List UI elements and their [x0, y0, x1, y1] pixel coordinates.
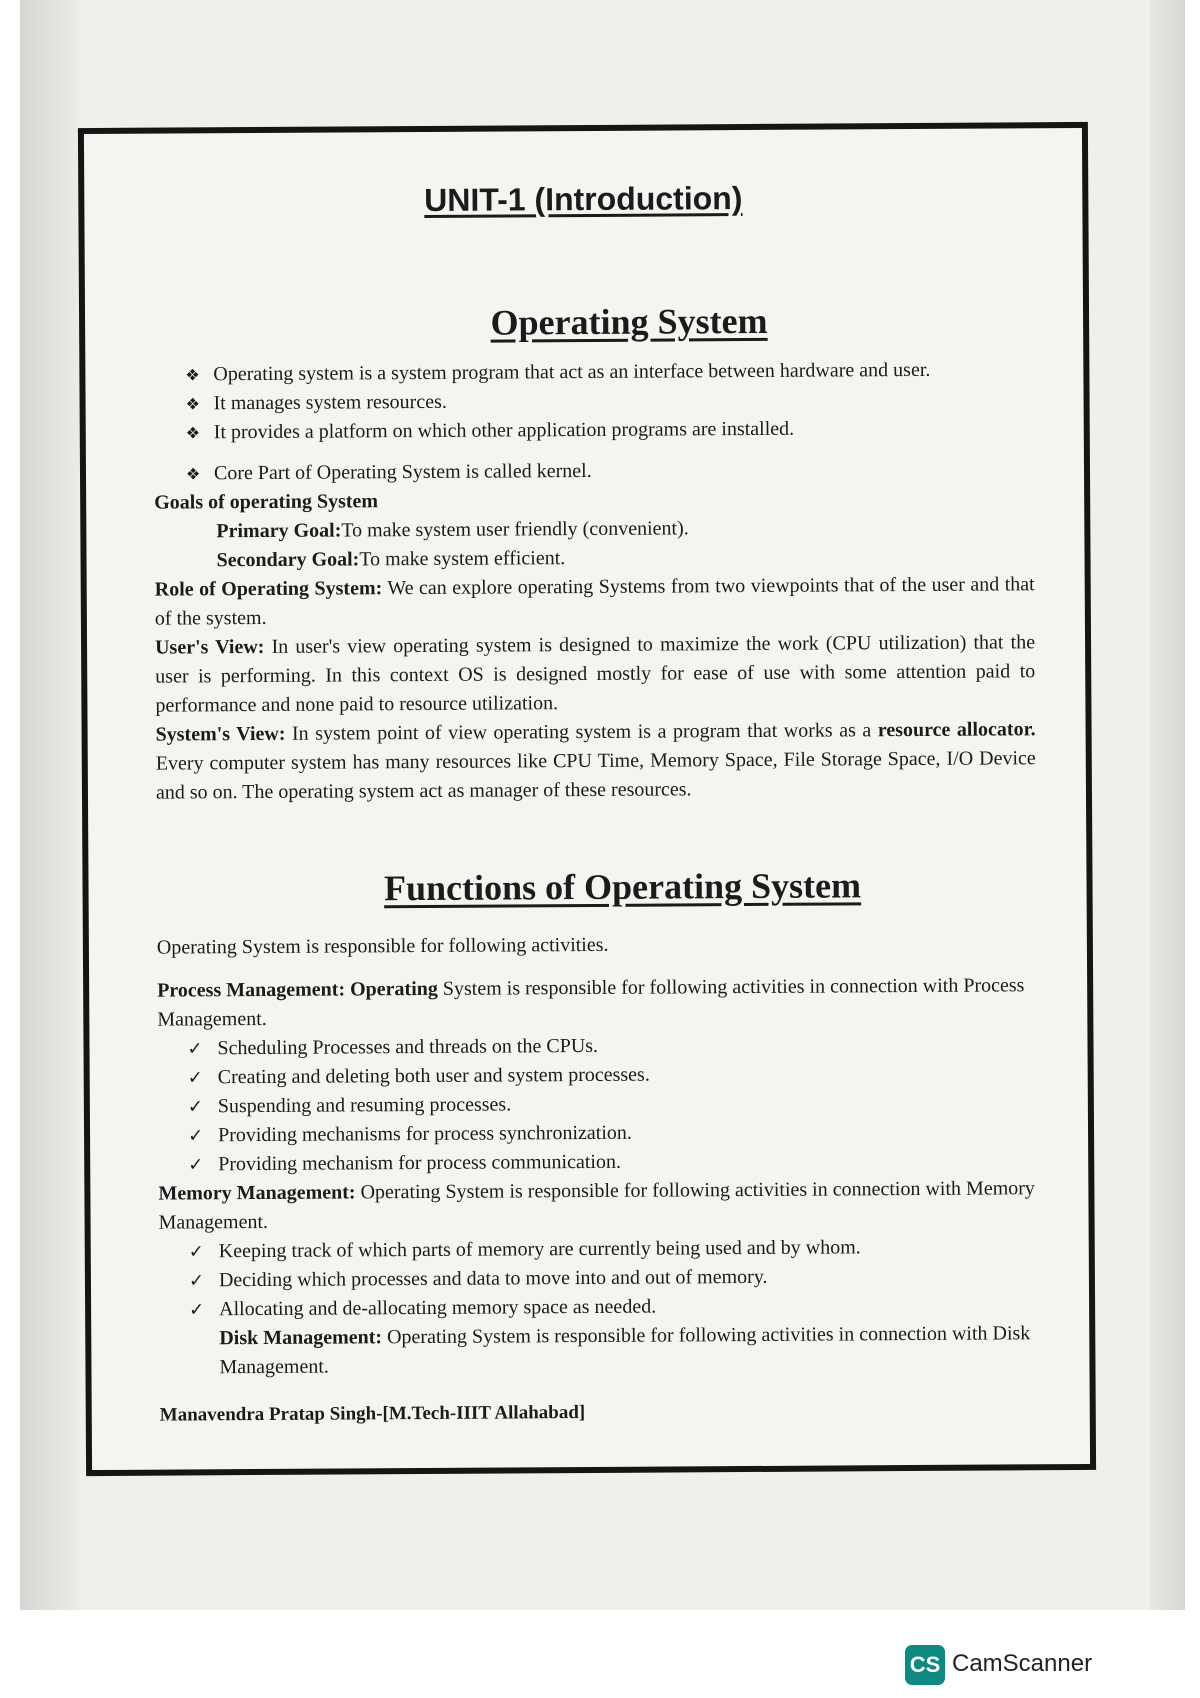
camscanner-wordmark: CamScanner	[952, 1650, 1093, 1677]
secondary-goal-text: To make system efficient.	[359, 547, 566, 571]
functions-block: Operating System is responsible for following activities. Process Management: Operating System is responsible for following activities in connection with Process Management. ✓ Scheduling Processes and threads on the CPUs. ✓ Creating and deleting both user and system processes. ✓ Suspending and resuming processes. ✓ Providing mechanisms for process synchronization. ✓ Providing mechanism for process communication. Memory Management: Operating System is responsible for following activities in connection with Memory Management. ✓ Keeping track of which parts of memory are currently being used and by whom. ✓ Deciding which processes and data to move into and out of memory. ✓ Allocating and de-allocating memory space as needed. Disk Management: Operating System is responsible for following activities in connection with Disk Management. Manavendra Pratap Singh-[M.Tech-IIIT Allahabad]	[157, 928, 1040, 1429]
checkmark-icon: ✓	[188, 1241, 204, 1263]
checkmark-icon: ✓	[187, 1038, 203, 1060]
diamond-bullet-icon: ❖	[185, 464, 201, 484]
checkmark-icon: ✓	[187, 1096, 204, 1118]
process-activities-list	[157, 1029, 1038, 1179]
goals-heading: Goals of operating System	[154, 490, 379, 514]
role-text: We can explore operating Systems from two viewpoints that of the user and that of the system.	[154, 573, 1035, 630]
section-title-operating-system: Operating System	[490, 300, 768, 343]
memory-activities-list	[159, 1232, 1040, 1324]
section-title-functions: Functions of Operating System	[383, 865, 862, 909]
list-item: ✓ Providing mechanism for process communication.	[188, 1145, 1038, 1179]
disk-management-label: Disk Management:	[219, 1326, 383, 1350]
systems-view-label: System's View:	[155, 722, 286, 746]
list-item: ✓ Creating and deleting both user and system processes.	[188, 1058, 1038, 1092]
paper-stack-edge	[1150, 0, 1185, 1610]
primary-goal-label: Primary Goal:	[216, 519, 342, 543]
disk-management-paragraph	[159, 1319, 1039, 1382]
disk-management-text: Operating System is responsible for following activities in connection with Disk Management.	[219, 1322, 1031, 1379]
process-management-text: System is responsible for following activities in connection with Process Management.	[157, 974, 1025, 1031]
author-credit: Manavendra Pratap Singh-[M.Tech-IIIT Allahabad]	[159, 1402, 586, 1426]
diamond-bullet-icon: ❖	[185, 394, 200, 414]
resource-allocator-term: resource allocator.	[877, 718, 1036, 742]
users-view-text: In user's view operating system is designed to maximize the work (CPU utilization) that the user is performing. In this context OS is designed mostly for ease of use with some attention paid to performance and none paid to resource utilization.	[155, 631, 1036, 717]
goals-block: Goals of operating System Primary Goal:To make system user friendly (convenient). Secondary Goal:To make system efficient. Role of Operating System: We can explore operating Systems from two viewpoints that of the user and that of the system. User's View: In user's view operating system is designed to maximize the work (CPU utilization) that the user is performing. In this context OS is designed mostly for ease of use with some attention paid to performance and none paid to resource utilization. System's View: In system point of view operating system is a program that works as a resource allocator. Every computer system has many resources like CPU Time, Memory Space, File Storage Space, I/O Device and so on. The operating system act as manager of these resources.	[154, 490, 1036, 804]
users-view-label: User's View:	[155, 635, 265, 659]
list-item: ✓ Suspending and resuming processes.	[188, 1087, 1038, 1121]
checkmark-icon: ✓	[187, 1067, 203, 1089]
checkmark-icon: ✓	[189, 1299, 205, 1321]
checkmark-icon: ✓	[188, 1270, 205, 1292]
list-item: ✓ Providing mechanisms for process synchronization.	[188, 1116, 1038, 1150]
page-frame	[78, 122, 1096, 1476]
secondary-goal-label: Secondary Goal:	[216, 548, 360, 572]
list-item: ✓ Deciding which processes and data to move into and out of memory.	[189, 1261, 1039, 1295]
list-item: ✓ Keeping track of which parts of memory are currently being used and by whom.	[189, 1232, 1039, 1266]
paper-fold-shadow	[20, 0, 80, 1610]
list-item: ✓ Allocating and de-allocating memory space as needed.	[189, 1290, 1039, 1324]
memory-management-text: Operating System is responsible for following activities in connection with Memory Management.	[158, 1177, 1035, 1234]
list-item: ✓ Scheduling Processes and threads on the CPUs.	[187, 1029, 1037, 1063]
checkmark-icon: ✓	[187, 1125, 204, 1147]
checkmark-icon: ✓	[188, 1154, 204, 1176]
list-item: ❖ It provides a platform on which other application programs are installed.	[185, 417, 795, 444]
process-management-label: Process Management:	[157, 978, 346, 1002]
diamond-bullet-icon: ❖	[185, 423, 201, 443]
list-item: ❖ Operating system is a system program that act as an interface between hardware and user.	[185, 358, 931, 386]
camscanner-logo: CS	[905, 1645, 945, 1685]
memory-management-label: Memory Management:	[158, 1181, 356, 1205]
diamond-bullet-icon: ❖	[185, 365, 200, 385]
primary-goal-text: To make system user friendly (convenient).	[341, 517, 689, 542]
list-item: ❖ Core Part of Operating System is called kernel.	[185, 459, 592, 485]
unit-title: UNIT-1 (Introduction)	[424, 180, 743, 218]
functions-intro: Operating System is responsible for following activities.	[156, 933, 609, 959]
list-item: ❖ It manages system resources.	[185, 390, 447, 415]
os-bullet-list	[185, 359, 931, 492]
role-label: Role of Operating System:	[154, 577, 383, 601]
